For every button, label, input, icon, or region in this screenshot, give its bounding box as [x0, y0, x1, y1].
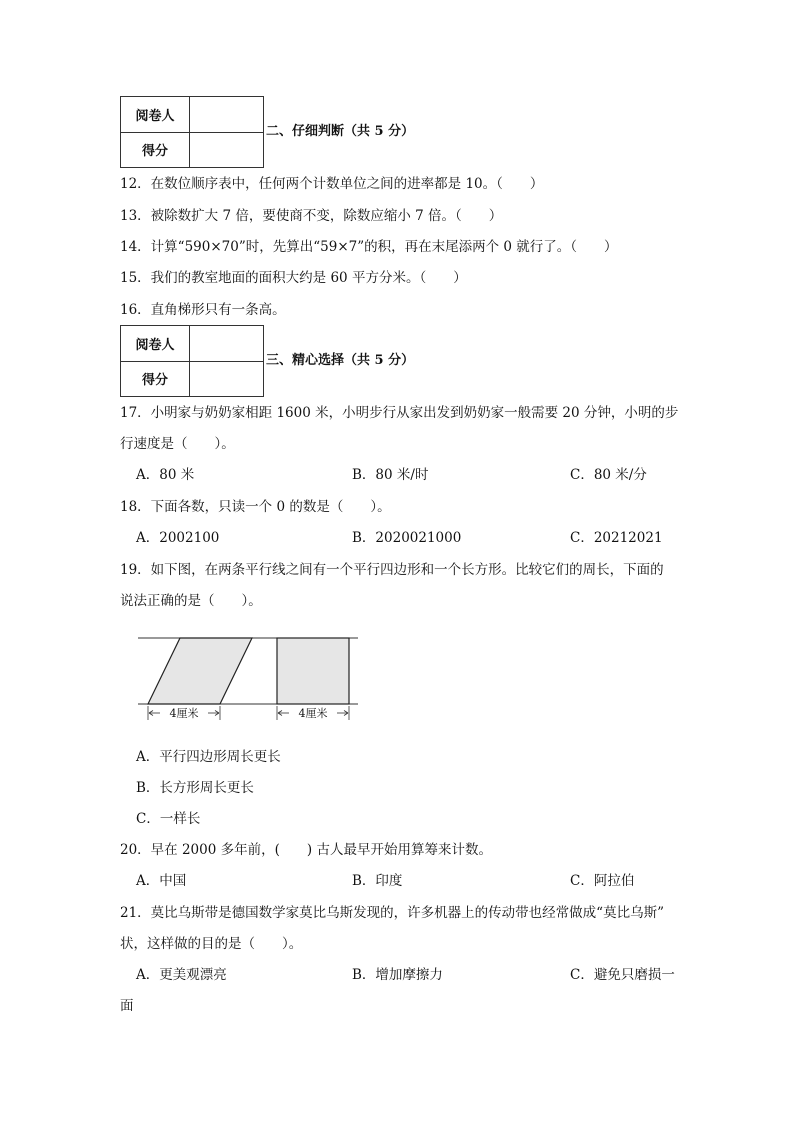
q21-option-c[interactable]: C．避免只磨损一 [570, 967, 675, 983]
rectangle [277, 638, 349, 704]
question-18: 18．下面各数，只读一个 0 的数是（ ）。 [120, 499, 391, 515]
score-label: 得分 [121, 361, 190, 397]
question-14: 14．计算“590×70”时，先算出“59×7”的积，再在末尾添两个 0 就行了。（ ） [120, 239, 618, 255]
reviewer-cell[interactable] [190, 97, 264, 133]
parallel-lines-figure [136, 630, 362, 730]
grading-table-1 [120, 96, 264, 168]
q18-option-a[interactable]: A．2002100 [136, 530, 220, 546]
q19-option-a[interactable]: A．平行四边形周长更长 [136, 749, 281, 765]
q17-option-c[interactable]: C．80 米/分 [570, 467, 647, 483]
q18-option-b[interactable]: B．2020021000 [352, 530, 462, 546]
q20-option-c[interactable]: C．阿拉伯 [570, 873, 635, 889]
question-21-line-2: 状，这样做的目的是（ ）。 [120, 936, 303, 952]
section-2-title: 二、仔细判断（共 5 分） [266, 124, 415, 139]
question-12: 12．在数位顺序表中，任何两个计数单位之间的进率都是 10。（ ） [120, 176, 544, 192]
q18-option-c[interactable]: C．20212021 [570, 530, 663, 546]
question-15: 15．我们的教室地面的面积大约是 60 平方分米。（ ） [120, 270, 467, 286]
reviewer-label: 阅卷人 [121, 97, 190, 133]
question-19-line-1: 19．如下图，在两条平行线之间有一个平行四边形和一个长方形。比较它们的周长，下面的 [120, 562, 664, 578]
q17-option-b[interactable]: B．80 米/时 [352, 467, 429, 483]
question-20: 20．早在 2000 多年前，( ) 古人最早开始用算筹来计数。 [120, 842, 492, 858]
dimension-label-right: 4厘米 [298, 707, 328, 720]
dimension-label-left: 4厘米 [169, 707, 199, 720]
grading-table-2 [120, 325, 264, 397]
score-cell[interactable] [190, 361, 264, 397]
q21-option-a[interactable]: A．更美观漂亮 [136, 967, 227, 983]
q21-option-c-continued: 面 [120, 998, 134, 1014]
question-21-line-1: 21．莫比乌斯带是德国数学家莫比乌斯发现的，许多机器上的传动带也经常做成“莫比乌斯” [120, 905, 664, 921]
q21-option-b[interactable]: B．增加摩擦力 [352, 967, 443, 983]
reviewer-label: 阅卷人 [121, 326, 190, 362]
score-cell[interactable] [190, 132, 264, 168]
q20-option-b[interactable]: B．印度 [352, 873, 403, 889]
question-17-line-1: 17．小明家与奶奶家相距 1600 米，小明步行从家出发到奶奶家一般需要 20 分钟，小明的步 [120, 405, 679, 421]
score-label: 得分 [121, 132, 190, 168]
question-13: 13．被除数扩大 7 倍，要使商不变，除数应缩小 7 倍。（ ） [120, 208, 503, 224]
question-16: 16．直角梯形只有一条高。 [120, 302, 286, 318]
question-19-line-2: 说法正确的是（ ）。 [120, 593, 262, 609]
section-3-title: 三、精心选择（共 5 分） [266, 353, 415, 368]
parallelogram [148, 638, 252, 704]
q19-option-b[interactable]: B．长方形周长更长 [136, 780, 254, 796]
q20-option-a[interactable]: A．中国 [136, 873, 187, 889]
reviewer-cell[interactable] [190, 326, 264, 362]
q17-option-a[interactable]: A．80 米 [136, 467, 195, 483]
q19-option-c[interactable]: C．一样长 [136, 811, 201, 827]
question-17-line-2: 行速度是（ ）。 [120, 436, 235, 452]
